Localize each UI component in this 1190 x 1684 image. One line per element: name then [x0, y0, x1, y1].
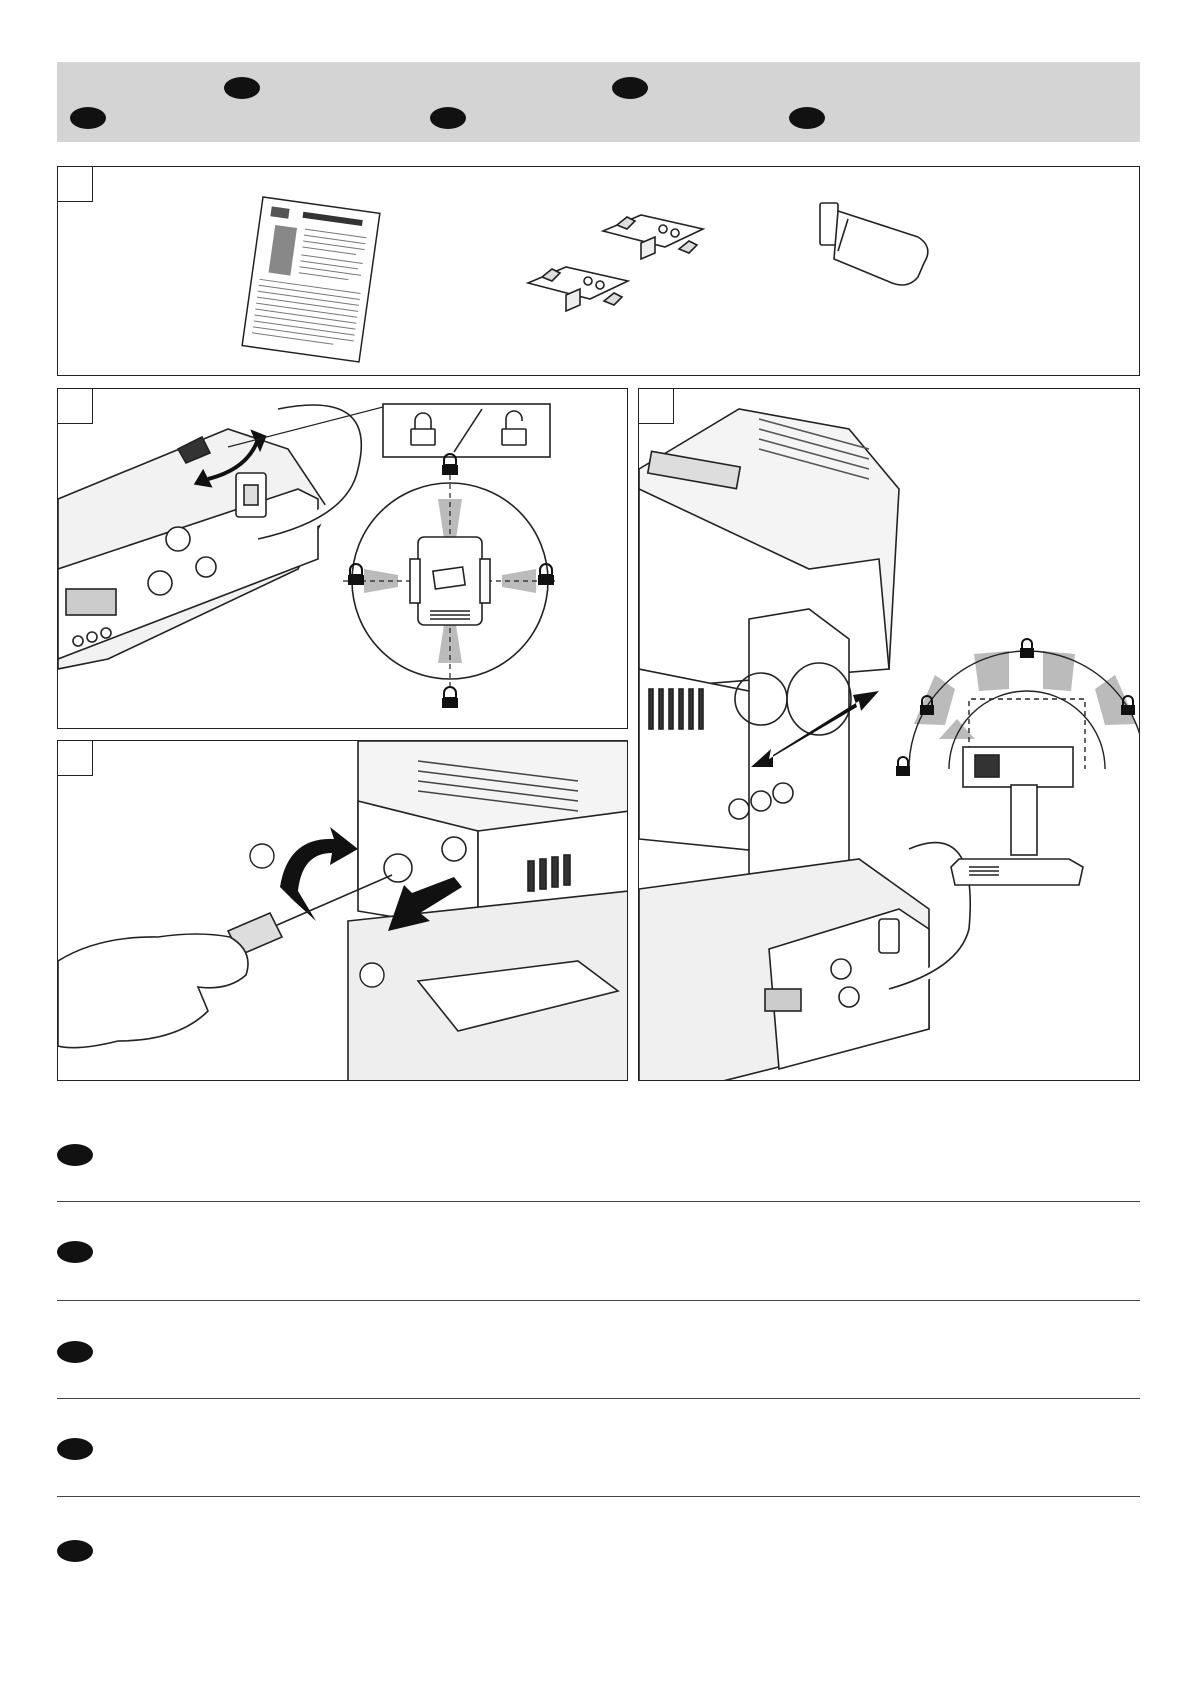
- hand-illustration: [58, 934, 248, 1048]
- language-header-band: [57, 62, 1140, 142]
- figure-number: [58, 389, 93, 424]
- language-marker: [224, 77, 260, 99]
- section-divider: [57, 1496, 1140, 1497]
- tilt-lock-illustration: [58, 389, 628, 729]
- accessories-illustration: [58, 167, 1140, 376]
- callout-2: [360, 963, 384, 987]
- pan-lock-illustration: [639, 389, 1140, 1081]
- manual-leaflet-illustration: [242, 197, 380, 362]
- lamp-illustration: [820, 203, 928, 285]
- figure-2-tilt-lock: [57, 388, 628, 729]
- section-language-marker: [57, 1144, 93, 1166]
- figure-number: [58, 741, 93, 776]
- language-marker: [430, 107, 466, 129]
- section-language-marker: [57, 1241, 93, 1263]
- mounting-brackets-illustration: [528, 215, 703, 311]
- section-language-marker: [57, 1540, 93, 1562]
- section-divider: [57, 1300, 1140, 1301]
- figure-3-screwdriver: [57, 740, 628, 1081]
- section-divider: [57, 1398, 1140, 1399]
- callout-1: [250, 844, 274, 868]
- screwdriver-illustration: [58, 741, 628, 1081]
- figure-number: [58, 167, 93, 202]
- language-marker: [789, 107, 825, 129]
- language-marker: [70, 107, 106, 129]
- figure-number: [639, 389, 674, 424]
- section-language-marker: [57, 1438, 93, 1460]
- figure-1-accessories: [57, 166, 1140, 376]
- figure-4-pan-lock: [638, 388, 1140, 1081]
- section-divider: [57, 1201, 1140, 1202]
- section-language-marker: [57, 1341, 93, 1363]
- language-marker: [612, 77, 648, 99]
